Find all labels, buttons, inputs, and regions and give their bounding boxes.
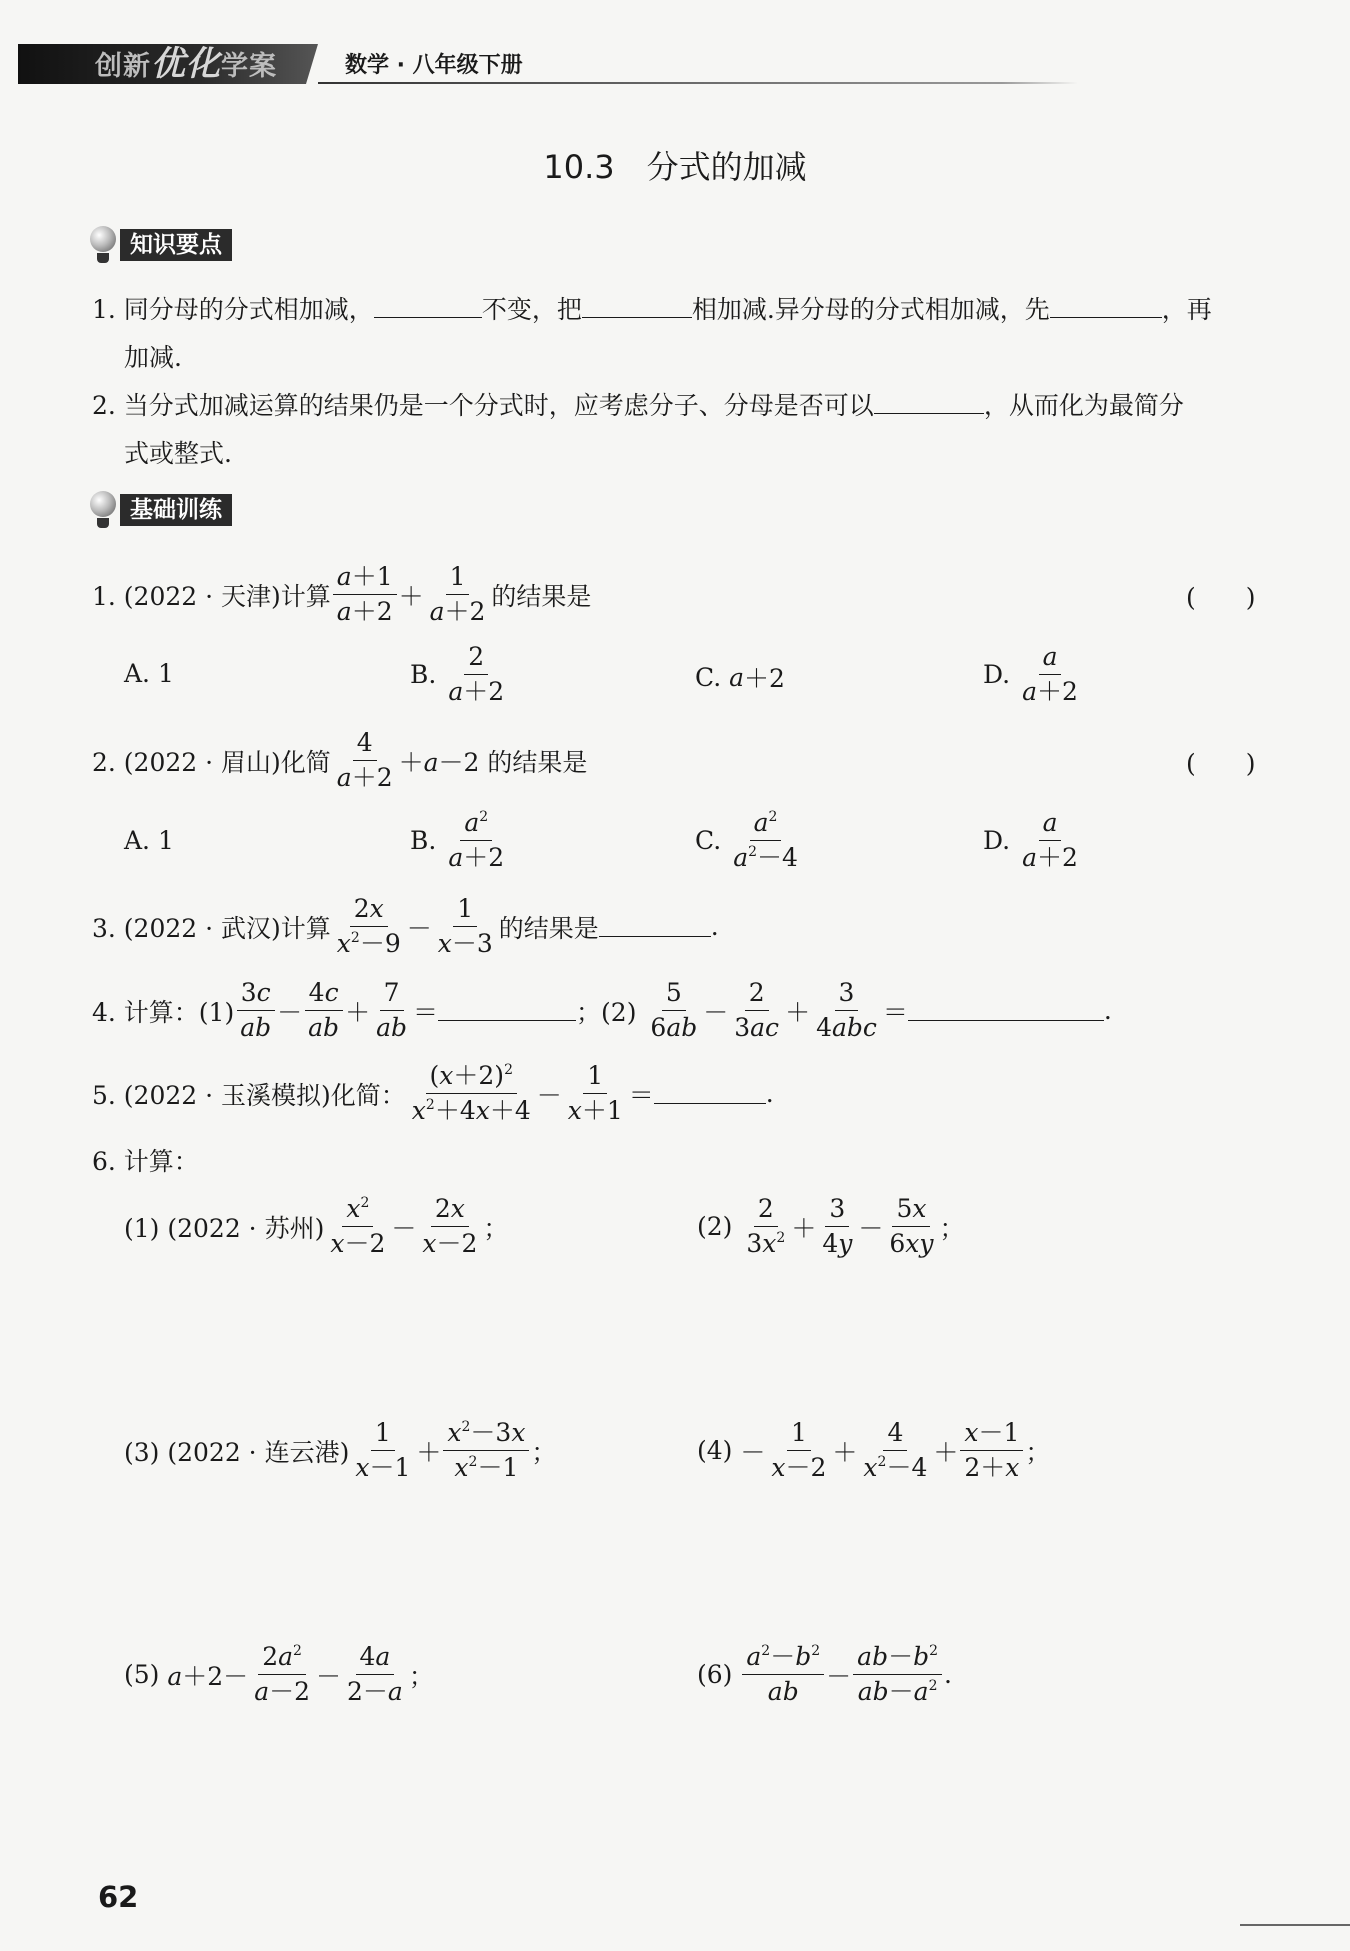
q1-option-b[interactable]: B. $\frac{2}{a+2}$ — [410, 642, 505, 706]
q1-option-c[interactable]: C. a ＋2 — [695, 662, 785, 693]
question-6-part-4: (4) － $\frac{1}{x-2}$ ＋ $\frac{4}{x^2-4}$ ＋ $\frac{x-1}{2+x}$ ； — [697, 1418, 1051, 1482]
section-title: 10.3 分式的加减 — [543, 148, 807, 186]
header-rule — [318, 82, 1078, 84]
question-6-part-5: (5) a＋2－ $\frac{2a^2}{a-2}$ － $\frac{4a}{2-a}$ ； — [124, 1642, 434, 1706]
lightbulb-icon — [90, 226, 116, 264]
knowledge-point-2: 2. 当分式加减运算的结果仍是一个分式时，应考虑分子、分母是否可以 ，从而化为最简分 — [92, 391, 1184, 420]
answer-bracket[interactable]: ( ) — [1186, 583, 1256, 612]
q1-option-a[interactable]: A. 1 — [124, 659, 174, 688]
q2-option-c[interactable]: C. $\frac{a^2}{a^2-4}$ — [695, 808, 798, 872]
q1-option-d[interactable]: D. $\frac{a}{a+2}$ — [983, 642, 1078, 706]
question-6: 6. 计算： — [92, 1147, 199, 1176]
question-6-part-3: (3) (2022 · 连云港) $\frac{1}{x-1}$ ＋ $\frac{x^2-3x}{x^2-1}$ ； — [124, 1418, 557, 1482]
page-number: 62 — [98, 1880, 139, 1914]
question-1: 1. (2022 · 天津)计算 $\frac{a+1}{a+2}$ ＋ $\frac{1}{a+2}$ 的结果是 — [92, 562, 592, 626]
q2-option-d[interactable]: D. $\frac{a}{a+2}$ — [983, 808, 1078, 872]
q2-option-a[interactable]: A. 1 — [124, 826, 174, 855]
header-subject: 数学 · 八年级下册 — [345, 53, 523, 78]
lightbulb-icon — [90, 491, 116, 529]
knowledge-point-1-cont: 加减. — [124, 343, 182, 372]
question-4: 4. 计算：(1) $\frac{3c}{ab}$ － $\frac{4c}{ab}$ ＋ $\frac{7}{ab}$ ＝ ；(2) $\frac{5}{6ab}$ － $\frac{2}{3ac}$ ＋ $\frac{3}{\text{4abc}}$ ＝ . — [92, 978, 1112, 1042]
knowledge-label: 知识要点 — [90, 228, 232, 262]
footer-rule — [1240, 1924, 1350, 1926]
knowledge-point-1: 1. 同分母的分式相加减， 不变，把 相加减.异分母的分式相加减，先 ，再 — [92, 295, 1212, 324]
answer-bracket[interactable]: ( ) — [1186, 749, 1256, 778]
question-2: 2. (2022 · 眉山)化简 $\frac{4}{a+2}$ ＋a－2 的结果是 — [92, 728, 588, 792]
question-6-part-6: (6) $\frac{a^2-b^2}{ab}$ － $\frac{ab-b^2}{ab-a^2}$ . — [697, 1642, 952, 1706]
question-3: 3. (2022 · 武汉)计算 $\frac{2x}{x^2-9}$ － $\frac{1}{x-3}$ 的结果是 . — [92, 894, 719, 958]
brand-logo: 创新优化学案 — [95, 44, 277, 84]
question-6-part-2: (2) $\frac{2}{3x^2}$ ＋ $\frac{3}{4y}$ － $\frac{5x}{6xy}$ ； — [697, 1194, 965, 1258]
question-6-part-1: (1) (2022 · 苏州) $\frac{x^2}{x-2}$ － $\frac{2x}{x-2}$ ； — [124, 1194, 509, 1258]
q2-option-b[interactable]: B. $\frac{a^2}{a+2}$ — [410, 808, 505, 872]
basic-training-label: 基础训练 — [90, 493, 232, 527]
knowledge-point-2-cont: 式或整式. — [124, 439, 232, 468]
question-5: 5. (2022 · 玉溪模拟)化简： $\frac{(x+2)^2}{x^2+4x+4}$ － $\frac{1}{x+1}$ ＝ . — [92, 1061, 774, 1125]
